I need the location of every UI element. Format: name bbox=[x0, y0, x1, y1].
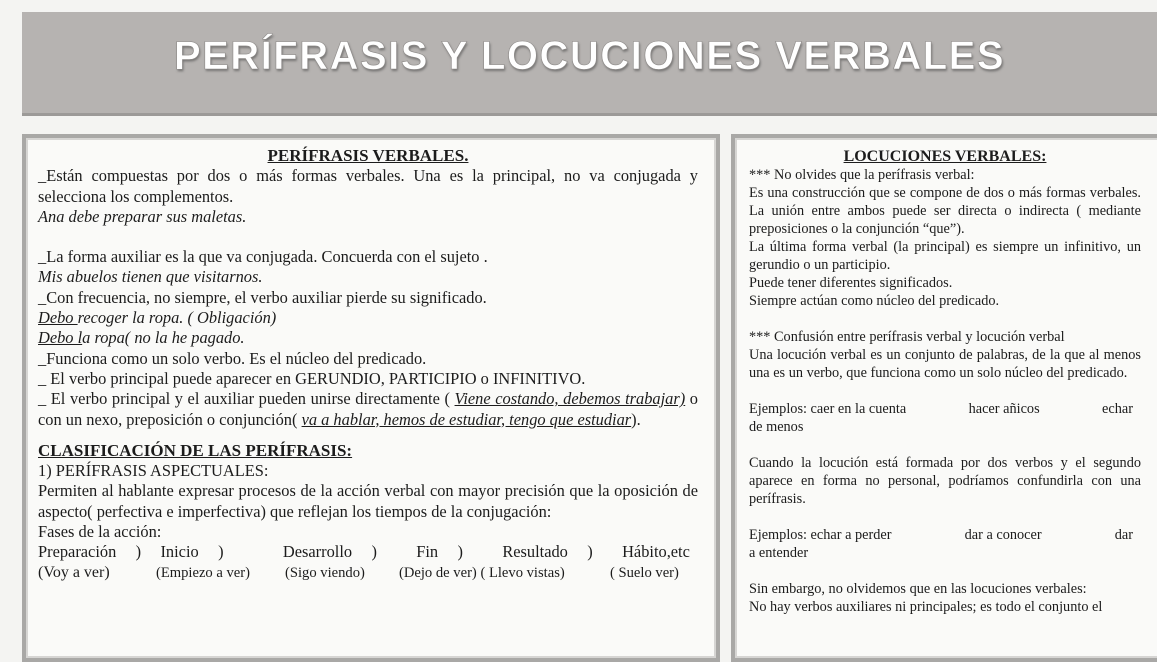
phase-label: Desarrollo bbox=[282, 542, 353, 562]
phase-example: (Empiezo a ver) bbox=[156, 564, 250, 581]
example: Ana debe preparar sus maletas. bbox=[38, 206, 247, 226]
paragraph: Puede tener diferentes significados. bbox=[749, 275, 953, 291]
paragraph: _La forma auxiliar es la que va conjugada. Concuerda con el sujeto . bbox=[38, 247, 488, 267]
paragraph: _Están compuestas por dos o más formas verbales. Una es la principal, no va conjugada y selecciona los complementos. bbox=[38, 166, 698, 206]
phases-row bbox=[38, 542, 698, 562]
example-underlined: Viene costando, debemos trabajar) bbox=[454, 389, 686, 409]
classification-heading: CLASIFICACIÓN DE LAS PERÍFRASIS: bbox=[38, 440, 353, 460]
example-item: hacer añicos bbox=[968, 401, 1040, 417]
example: Mis abuelos tienen que visitarnos. bbox=[38, 267, 263, 287]
phase-example: (Voy a ver) bbox=[38, 563, 110, 581]
example-underlined: Debo l bbox=[38, 328, 83, 348]
perifrasis-content bbox=[38, 146, 698, 583]
example-rest: a ropa( no la he pagado. bbox=[82, 328, 245, 348]
page-title: PERÍFRASIS Y LOCUCIONES VERBALES bbox=[173, 34, 1006, 78]
phase-example: ( Suelo ver) bbox=[610, 564, 679, 581]
example bbox=[38, 328, 698, 348]
paragraph: La última forma verbal (la principal) es siempre un infinitivo, un gerundio o un participio. bbox=[749, 239, 1141, 273]
phase-example: (Sigo viendo) bbox=[285, 564, 365, 581]
paragraph: Permiten al hablante expresar procesos de la acción verbal con mayor precisión que la oposición de aspecto( perfectiva e imperfectiva) que reflejan los tiempos de la conjugación: bbox=[38, 481, 698, 521]
phase-label: Preparación bbox=[38, 542, 117, 562]
example-underlined: Debo bbox=[38, 308, 78, 328]
example-item: dar a conocer bbox=[964, 527, 1042, 543]
phase-label: Inicio bbox=[160, 542, 199, 562]
paragraph: _Funciona como un solo verbo. Es el núcleo del predicado. bbox=[38, 348, 427, 368]
example-item: dar bbox=[1114, 527, 1133, 543]
example-continuation: de menos bbox=[749, 419, 804, 435]
paragraph: _ El verbo principal y el auxiliar pueden unirse directamente ( Viene costando, debemos trabajar) o con un nexo, preposición o conjunción( va a hablar, hemos de estudiar, tengo que estudiar). bbox=[38, 389, 699, 429]
phase-separator: ) bbox=[135, 542, 142, 562]
paragraph: Una locución verbal es un conjunto de palabras, de la que al menos una es un verbo, que funciona como un solo núcleo del predicado. bbox=[749, 347, 1141, 381]
phase-separator: ) bbox=[457, 542, 463, 562]
examples-row bbox=[749, 400, 1141, 418]
example-item: Ejemplos: caer en la cuenta bbox=[749, 401, 907, 417]
examples-row bbox=[749, 526, 1141, 544]
example-item: echar bbox=[1102, 401, 1133, 417]
paragraph: _ El verbo principal puede aparecer en GERUNDIO, PARTICIPIO o INFINITIVO. bbox=[38, 368, 586, 388]
phase-examples-row bbox=[38, 563, 698, 583]
section-title: *** No olvides que la perífrasis verbal: bbox=[749, 167, 975, 183]
phase-example: (Dejo de ver) ( Llevo vistas) bbox=[399, 564, 565, 581]
phase-separator: ) bbox=[371, 542, 377, 562]
perifrasis-heading: PERÍFRASIS VERBALES. bbox=[267, 146, 469, 165]
paragraph: Sin embargo, no olvidemos que en las locuciones verbales: bbox=[749, 581, 1087, 597]
locuciones-content bbox=[749, 148, 1141, 616]
phase-separator: ) bbox=[587, 542, 593, 562]
paragraph: No hay verbos auxiliares ni principales; es todo el conjunto el bbox=[749, 599, 1103, 615]
example-continuation: a entender bbox=[749, 545, 809, 561]
locuciones-heading: LOCUCIONES VERBALES: bbox=[843, 148, 1047, 165]
phase-separator: ) bbox=[218, 542, 224, 562]
paragraph: Cuando la locución está formada por dos verbos y el segundo aparece en forma no personal, podríamos confundirla con una perífrasis. bbox=[749, 455, 1141, 507]
paragraph: Es una construcción que se compone de dos o más formas verbales. La unión entre ambos puede ser directa o indirecta ( mediante preposiciones o la conjunción “que”). bbox=[749, 185, 1141, 237]
example-rest: recoger la ropa. ( Obligación) bbox=[77, 308, 277, 328]
paragraph: _Con frecuencia, no siempre, el verbo auxiliar pierde su significado. bbox=[38, 287, 487, 307]
paragraph: Siempre actúan como núcleo del predicado. bbox=[749, 293, 1000, 309]
section-title: *** Confusión entre perífrasis verbal y locución verbal bbox=[749, 329, 1065, 345]
example bbox=[38, 308, 698, 328]
subheading: 1) PERÍFRASIS ASPECTUALES: bbox=[38, 461, 269, 481]
phase-label: Fin bbox=[416, 542, 439, 562]
title-banner bbox=[22, 12, 1157, 116]
example-item: Ejemplos: echar a perder bbox=[749, 527, 892, 543]
phase-label: Resultado bbox=[502, 542, 568, 562]
paragraph: Fases de la acción: bbox=[38, 522, 162, 542]
example-underlined: va a hablar, hemos de estudiar, tengo que estudiar bbox=[301, 409, 632, 429]
phase-label: Hábito,etc bbox=[622, 542, 690, 562]
